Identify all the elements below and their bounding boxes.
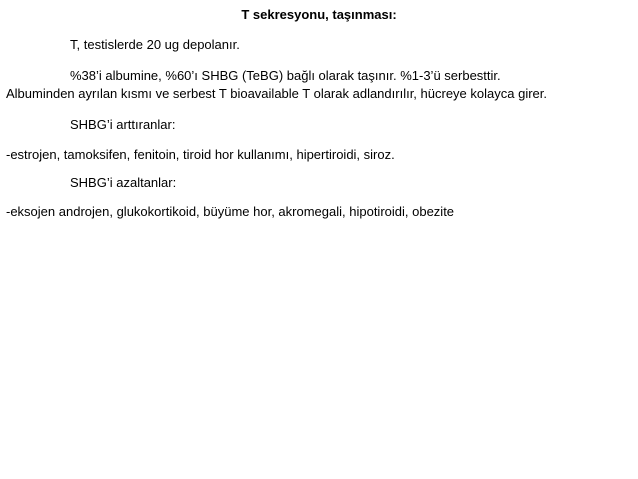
shbg-decreasers-list: -eksojen androjen, glukokortikoid, büyüme hor, akromegali, hipotiroidi, obezite xyxy=(6,204,455,219)
slide-title: T sekresyonu, taşınması: xyxy=(241,7,397,22)
paragraph-bioavailable: Albuminden ayrılan kısmı ve serbest T bioavailable T olarak adlandırılır, hücreye kolayca girer. xyxy=(6,86,547,101)
paragraph-storage: T, testislerde 20 ug depolanır. xyxy=(70,37,240,52)
shbg-increasers-heading: SHBG’i arttıranlar: xyxy=(70,117,176,132)
shbg-increasers-list: -estrojen, tamoksifen, fenitoin, tiroid hor kullanımı, hipertiroidi, siroz. xyxy=(6,147,395,162)
paragraph-transport: %38’i albumine, %60’ı SHBG (TeBG) bağlı olarak taşınır. %1-3’ü serbesttir. xyxy=(70,68,501,83)
shbg-decreasers-heading: SHBG’i azaltanlar: xyxy=(70,175,177,190)
